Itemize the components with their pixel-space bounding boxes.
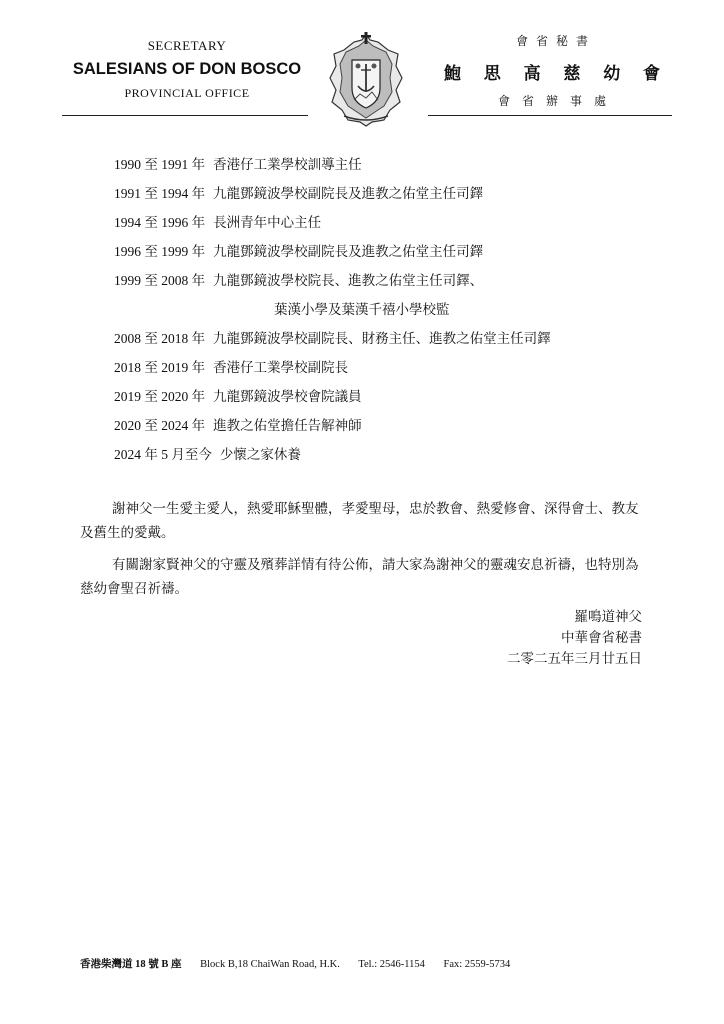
announcement-paragraph: 有關謝家賢神父的守靈及殯葬詳情有待公佈，請大家為謝神父的靈魂安息祈禱，也特別為慈幼會聖召祈禱。 <box>80 557 639 596</box>
timeline-desc: 香港仔工業學校副院長 <box>213 360 349 375</box>
letterhead-chinese <box>438 32 666 109</box>
footer-tel: Tel.: 2546-1154 <box>358 959 425 970</box>
secretary-label-zh: 會省秘書 <box>515 34 596 48</box>
signatory-title: 中華會省秘書 <box>561 630 642 645</box>
timeline-years: 2019 至 2020 年 <box>114 389 206 404</box>
timeline-desc: 少懷之家休養 <box>219 447 301 462</box>
header-divider-right <box>428 115 672 116</box>
timeline-desc: 九龍鄧鏡波學校副院長及進教之佑堂主任司鐸 <box>213 186 484 201</box>
timeline-desc: 九龍鄧鏡波學校會院議員 <box>213 389 362 404</box>
timeline-desc: 九龍鄧鏡波學校副院長、財務主任、進教之佑堂主任司鐸 <box>213 331 551 346</box>
tribute-paragraph: 謝神父一生愛主愛人，熱愛耶穌聖體，孝愛聖母，忠於教會、熱愛修會、深得會士、教友及舊生的愛戴。 <box>80 501 639 540</box>
timeline-entry <box>114 382 674 411</box>
office-label-zh: 會省辦事處 <box>497 94 618 108</box>
organization-name: SALESIANS OF DON BOSCO <box>72 60 302 78</box>
timeline-years: 1996 至 1999 年 <box>114 244 206 259</box>
organization-name-zh <box>438 59 666 84</box>
footer-fax: Fax: 2559-5734 <box>443 959 511 970</box>
timeline-entry <box>114 411 674 440</box>
footer-address-zh: 香港柴灣道 18 號 B 座 <box>80 959 182 970</box>
org-char: 慈 <box>563 64 581 83</box>
signature-block <box>507 606 642 669</box>
org-char: 會 <box>642 64 660 83</box>
footer-address-en: Block B,18 ChaiWan Road, H.K. <box>200 959 340 970</box>
timeline-entry <box>114 237 674 266</box>
timeline-desc: 九龍鄧鏡波學校副院長及進教之佑堂主任司鐸 <box>213 244 484 259</box>
salesian-crest-icon <box>326 30 406 128</box>
timeline-entry <box>114 208 674 237</box>
header-divider-left <box>62 115 308 116</box>
org-char: 高 <box>523 64 541 83</box>
timeline-years: 1991 至 1994 年 <box>114 186 206 201</box>
timeline-desc: 長洲青年中心主任 <box>213 215 322 230</box>
timeline-years: 2020 至 2024 年 <box>114 418 206 433</box>
letterhead-english <box>62 38 312 101</box>
timeline-entry <box>114 353 674 382</box>
timeline-years: 2008 至 2018 年 <box>114 331 206 346</box>
org-char: 鮑 <box>444 64 461 83</box>
service-timeline <box>114 150 674 469</box>
timeline-desc: 九龍鄧鏡波學校院長、進教之佑堂主任司鐸、 <box>213 273 484 288</box>
secretary-label: SECRETARY <box>147 38 227 53</box>
timeline-entry <box>114 440 674 469</box>
timeline-years: 1994 至 1996 年 <box>114 215 206 230</box>
signatory-name: 羅鳴道神父 <box>574 609 642 624</box>
timeline-entry <box>114 150 674 179</box>
timeline-desc-continued: 葉漢小學及葉漢千禧小學校監 <box>274 302 450 317</box>
timeline-desc: 進教之佑堂擔任告解神師 <box>213 418 362 433</box>
timeline-entry <box>114 266 674 295</box>
timeline-entry <box>114 179 674 208</box>
timeline-years: 2024 年 5 月至今 <box>114 447 212 462</box>
org-char: 幼 <box>603 64 621 83</box>
timeline-years: 1990 至 1991 年 <box>114 157 206 172</box>
footer-contact <box>80 956 526 971</box>
timeline-years: 1999 至 2008 年 <box>114 273 206 288</box>
office-label: PROVINCIAL OFFICE <box>124 86 250 100</box>
letter-date: 二零二五年三月廿五日 <box>507 651 642 666</box>
timeline-desc: 香港仔工業學校訓導主任 <box>213 157 362 172</box>
timeline-years: 2018 至 2019 年 <box>114 360 206 375</box>
timeline-entry <box>114 324 674 353</box>
org-char: 思 <box>483 64 501 83</box>
